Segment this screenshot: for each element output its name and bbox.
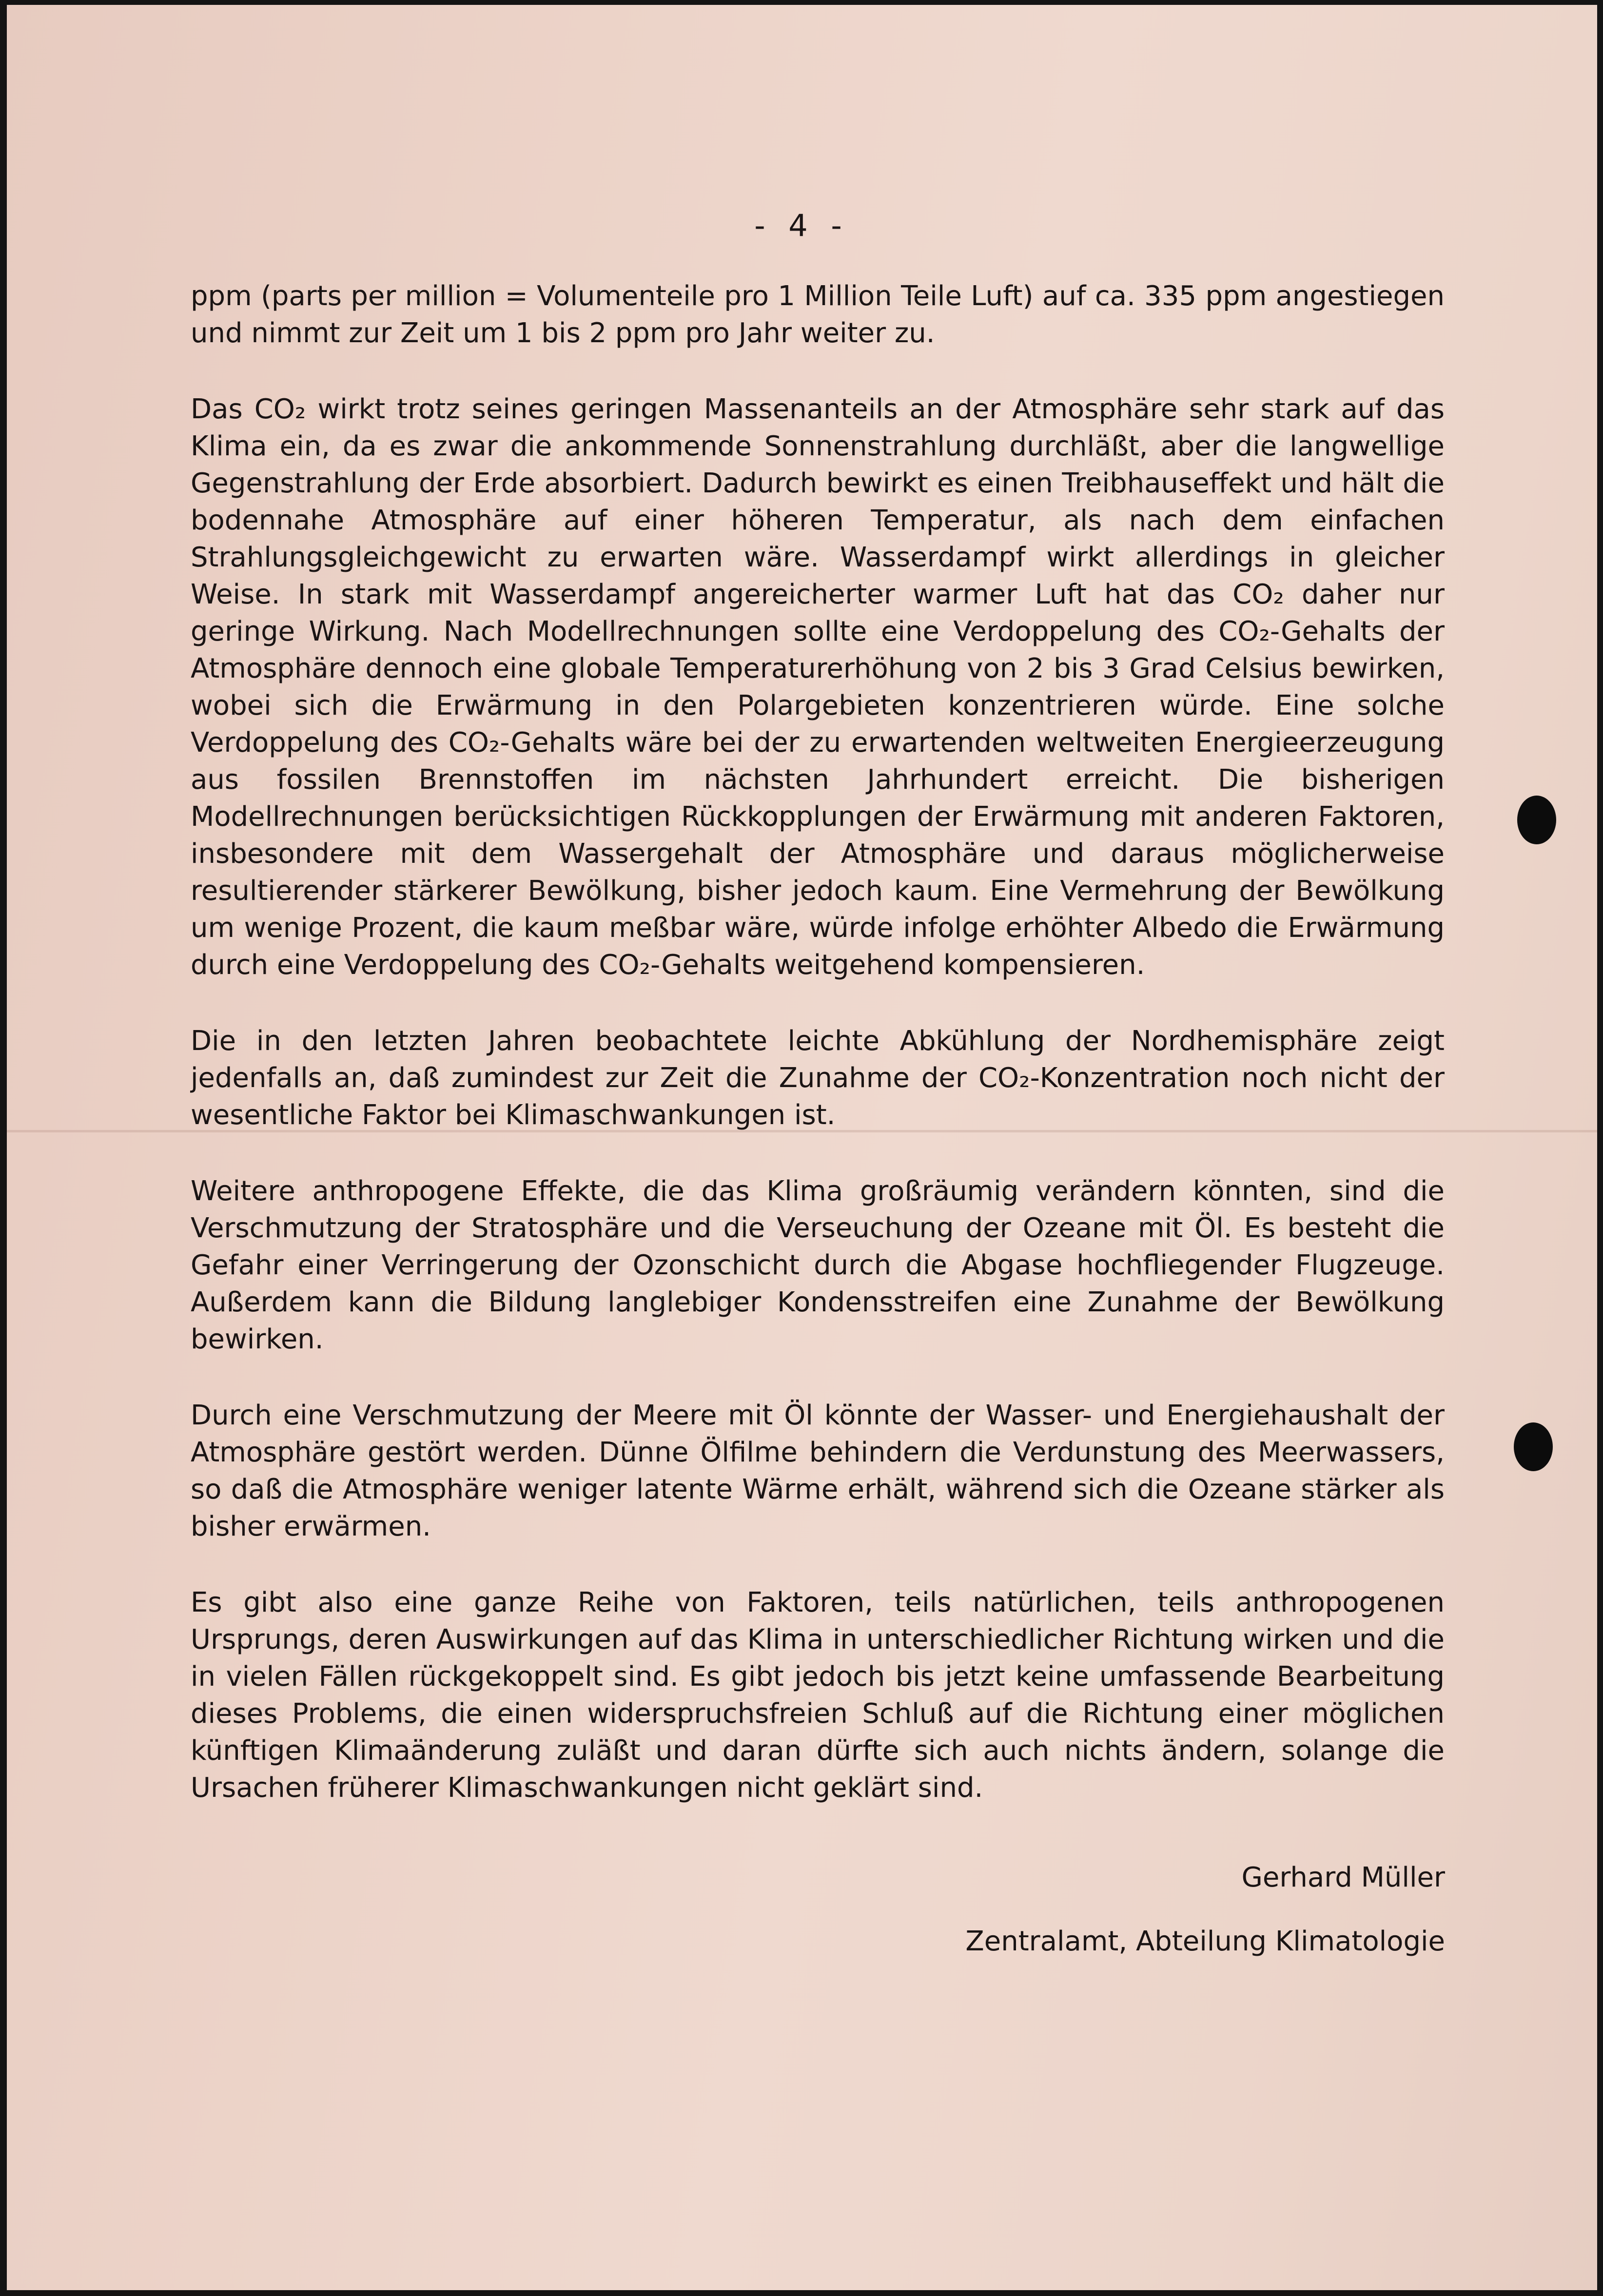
paragraph-oil-pollution: Durch eine Verschmutzung der Meere mit Öl könnte der Wasser- und Energiehaushalt der Atmosphäre gestört werden. Dünne Ölfilme behindern die Verdunstung des Meerwassers, so daß die Atmosphäre weniger latente Wärme erhält, während sich die Ozeane stärker als bisher erwärmen. bbox=[191, 1400, 1445, 1542]
page-number: - 4 - bbox=[754, 208, 849, 243]
author-name: Gerhard Müller bbox=[1241, 1862, 1445, 1893]
paragraph-conclusion: Es gibt also eine ganze Reihe von Faktoren, teils natürlichen, teils anthropogenen Ursprungs, deren Auswirkungen auf das Klima in unterschiedlicher Richtung wirken und die in vielen Fällen rückgekoppelt sind. Es gibt jedoch bis jetzt keine umfassende Bearbeitung dieses Problems, die einen widerspruchsfreien Schluß auf die Richtung einer möglichen künftigen Klimaänderung zuläßt und daran dürfte sich auch nichts ändern, solange die Ursachen früherer Klimaschwankungen nicht geklärt sind. bbox=[191, 1587, 1445, 1804]
signature-block bbox=[965, 1859, 1445, 1987]
document-body bbox=[191, 278, 1445, 1846]
author-department: Zentralamt, Abteilung Klimatologie bbox=[965, 1926, 1445, 1957]
punch-hole-lower bbox=[1514, 1422, 1553, 1471]
paragraph-cooling-northern-hemisphere: Die in den letzten Jahren beobachtete leichte Abkühlung der Nordhemisphäre zeigt jedenfalls an, daß zumindest zur Zeit die Zunahme der CO₂-Konzentration noch nicht der wesentliche Faktor bei Klimaschwankungen ist. bbox=[191, 1025, 1445, 1131]
paragraph-anthropogenic-effects: Weitere anthropogene Effekte, die das Klima großräumig verändern könnten, sind die Verschmutzung der Stratosphäre und die Verseuchung der Ozeane mit Öl. Es besteht die Gefahr einer Verringerung der Ozonschicht durch die Abgase hochfliegender Flugzeuge. Außerdem kann die Bildung langlebiger Kondensstreifen eine Zunahme der Bewölkung bewirken. bbox=[191, 1175, 1445, 1355]
paragraph-co2-rise: ppm (parts per million = Volumenteile pro 1 Million Teile Luft) auf ca. 335 ppm angestiegen und nimmt zur Zeit um 1 bis 2 ppm pro Jahr weiter zu. bbox=[191, 280, 1445, 349]
punch-hole-upper bbox=[1517, 796, 1556, 844]
paragraph-greenhouse-effect: Das CO₂ wirkt trotz seines geringen Massenanteils an der Atmosphäre sehr stark auf das Klima ein, da es zwar die ankommende Sonnenstrahlung durchläßt, aber die langwellige Gegenstrahlung der Erde absorbiert. Dadurch bewirkt es einen Treibhauseffekt und hält die bodennahe Atmosphäre auf einer höheren Temperatur, als nach dem einfachen Strahlungsgleichgewicht zu erwarten wäre. Wasserdampf wirkt allerdings in gleicher Weise. In stark mit Wasserdampf angereicherter warmer Luft hat das CO₂ daher nur geringe Wirkung. Nach Modellrechnungen sollte eine Verdoppelung des CO₂-Gehalts der Atmosphäre dennoch eine globale Temperaturerhöhung von 2 bis 3 Grad Celsius bewirken, wobei sich die Erwärmung in den Polargebieten konzentrieren würde. Eine solche Verdoppelung des CO₂-Gehalts wäre bei der zu erwartenden weltweiten Energieerzeugung aus fossilen Brennstoffen im nächsten Jahrhundert erreicht. Die bisherigen Modellrechnungen berücksichtigen Rückkopplungen der Erwärmung mit anderen Faktoren, insbesondere mit dem Wassergehalt der Atmosphäre und daraus möglicherweise resultierender stärkerer Bewölkung, bisher jedoch kaum. Eine Vermehrung der Bewölkung um wenige Prozent, die kaum meßbar wäre, würde infolge erhöhter Albedo die Erwärmung durch eine Verdoppelung des CO₂-Gehalts weitgehend kompensieren. bbox=[191, 393, 1445, 981]
